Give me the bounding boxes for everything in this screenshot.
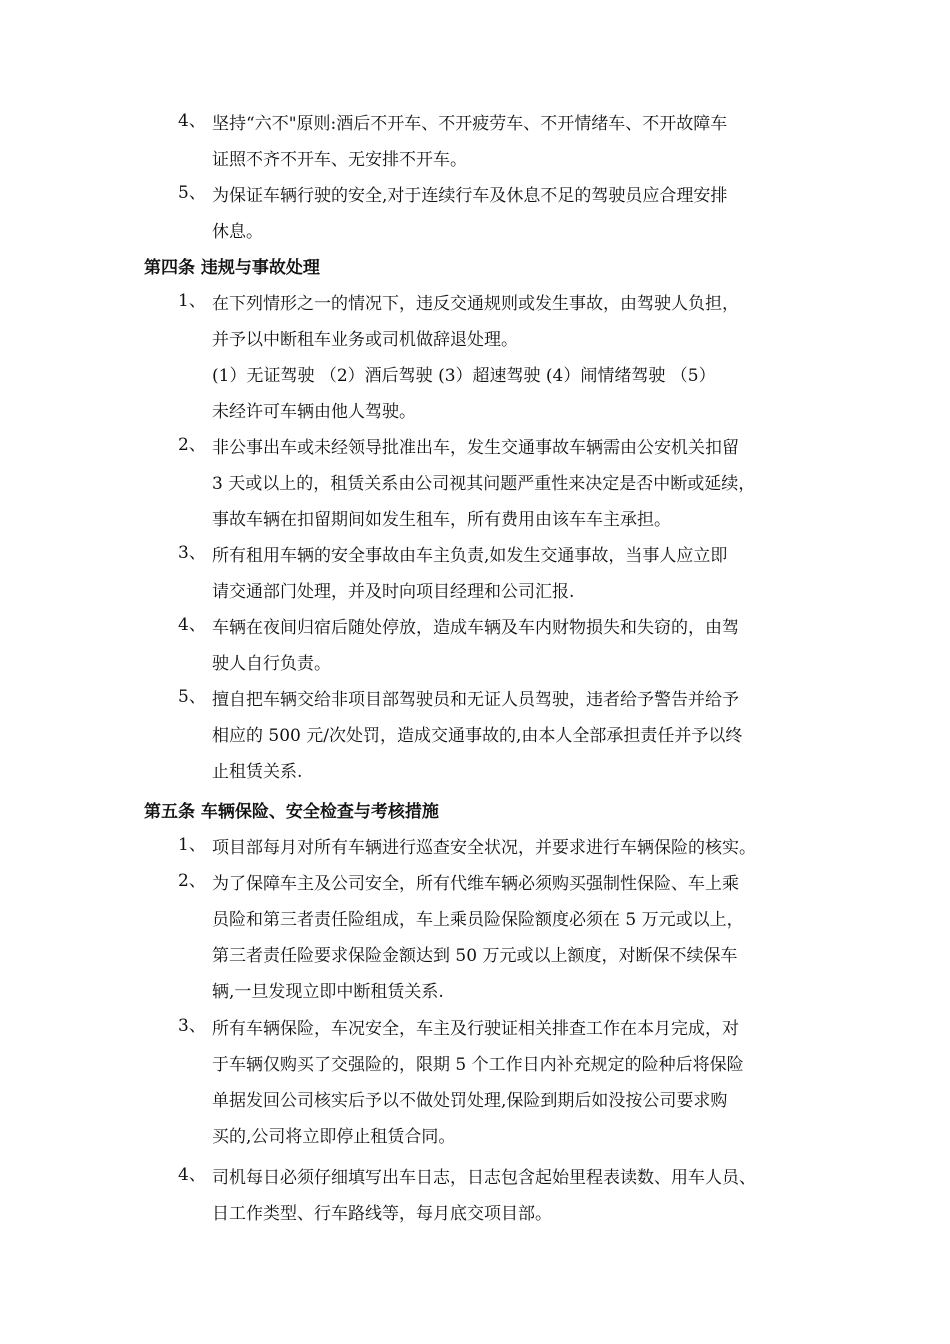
paragraph-line: 事故车辆在扣留期间如发生租车，所有费用由该车车主承担。	[212, 510, 671, 530]
item-number: 5、	[178, 687, 206, 707]
paragraph-line: 车辆在夜间归宿后随处停放，造成车辆及车内财物损失和失窃的，由驾	[212, 618, 739, 638]
paragraph-line: 项目部每月对所有车辆进行巡查安全状况，并要求进行车辆保险的核实。	[212, 838, 756, 858]
paragraph-line: 未经许可车辆由他人驾驶。	[212, 402, 416, 422]
paragraph-line: 单据发回公司核实后予以不做处罚处理,保险到期后如没按公司要求购	[212, 1091, 728, 1111]
paragraph-line: 3 天或以上的，租赁关系由公司视其问题严重性来决定是否中断或延续，	[212, 474, 756, 494]
paragraph-line: 相应的 500 元/次处罚，造成交通事故的,由本人全部承担责任并予以终	[212, 726, 743, 746]
paragraph-line: 坚持“六不"原则:酒后不开车、不开疲劳车、不开情绪车、不开故障车	[212, 114, 728, 134]
item-number: 2、	[178, 435, 206, 455]
paragraph-line: 并予以中断租车业务或司机做辞退处理。	[212, 330, 518, 350]
paragraph-line: 非公事出车或未经领导批准出车，发生交通事故车辆需由公安机关扣留	[212, 438, 739, 458]
paragraph-line: 于车辆仅购买了交强险的，限期 5 个工作日内补充规定的险种后将保险	[212, 1055, 744, 1075]
paragraph-line: 为了保障车主及公司安全，所有代维车辆必须购买强制性保险、车上乘	[212, 874, 739, 894]
paragraph-line: 买的,公司将立即停止租赁合同。	[212, 1127, 456, 1147]
item-number: 4、	[178, 615, 206, 635]
item-number: 2、	[178, 871, 206, 891]
paragraph-line: 请交通部门处理，并及时向项目经理和公司汇报.	[212, 582, 575, 602]
item-number: 3、	[178, 1016, 206, 1036]
item-number: 1、	[178, 291, 206, 311]
paragraph-line: 为保证车辆行驶的安全,对于连续行车及休息不足的驾驶员应合理安排	[212, 186, 728, 206]
paragraph-line: 擅自把车辆交给非项目部驾驶员和无证人员驾驶，违者给予警告并给予	[212, 690, 739, 710]
paragraph-line: 司机每日必须仔细填写出车日志，日志包含起始里程表读数、用车人员、	[212, 1168, 756, 1188]
sub-list	[212, 358, 828, 430]
paragraph-line: 驶人自行负责。	[212, 654, 331, 674]
paragraph-line: 员险和第三者责任险组成，车上乘员险保险额度必须在 5 万元或以上，	[212, 910, 744, 930]
paragraph-line: 休息。	[212, 222, 263, 242]
section-heading: 第五条 车辆保险、安全检查与考核措施	[144, 802, 439, 822]
section-heading: 第四条 违规与事故处理	[144, 258, 320, 278]
paragraph-line: 辆,一旦发现立即中断租赁关系.	[212, 982, 444, 1002]
paragraph-line: (1）无证驾驶 （2）酒后驾驶 (3）超速驾驶 (4）闹情绪驾驶 （5）	[212, 366, 716, 386]
item-number: 3、	[178, 543, 206, 563]
paragraph-line: 止租赁关系.	[212, 762, 303, 782]
paragraph-line: 日工作类型、行车路线等，每月底交项目部。	[212, 1204, 552, 1224]
item-number: 4、	[178, 1165, 206, 1185]
item-number: 1、	[178, 835, 206, 855]
paragraph-line: 第三者责任险要求保险金额达到 50 万元或以上额度，对断保不续保车	[212, 946, 738, 966]
paragraph-line: 所有租用车辆的安全事故由车主负责,如发生交通事故，当事人应立即	[212, 546, 728, 566]
item-number: 5、	[178, 183, 206, 203]
paragraph-line: 在下列情形之一的情况下，违反交通规则或发生事故，由驾驶人负担，	[212, 294, 739, 314]
paragraph-line: 证照不齐不开车、无安排不开车。	[212, 150, 467, 170]
item-number: 4、	[178, 111, 206, 131]
paragraph-line: 所有车辆保险，车况安全，车主及行驶证相关排查工作在本月完成，对	[212, 1019, 739, 1039]
